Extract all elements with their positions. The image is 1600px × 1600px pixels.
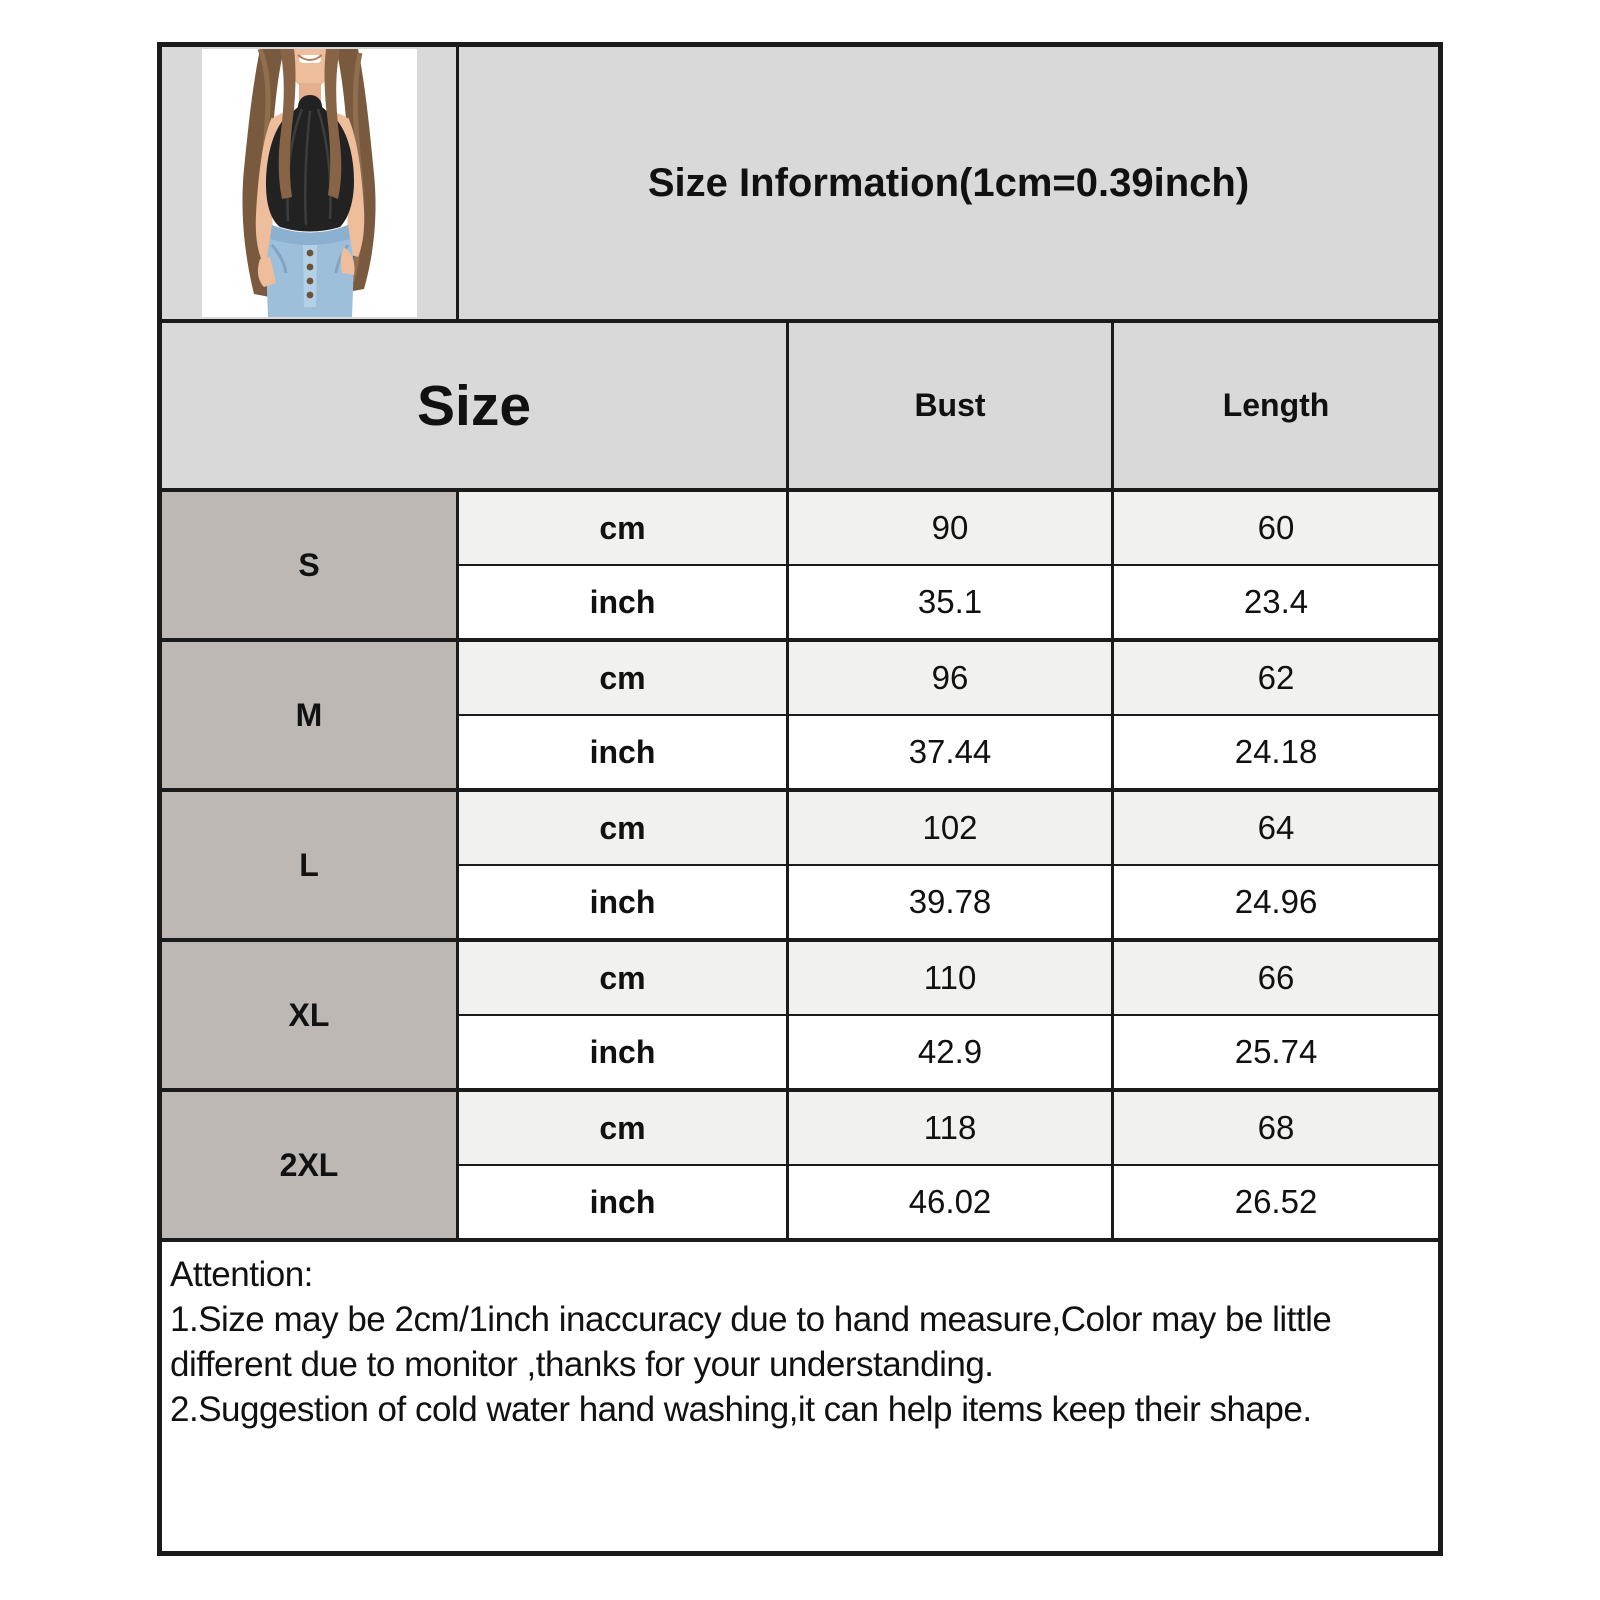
product-photo [202, 49, 417, 317]
table-row-2xl-cm [160, 1090, 1441, 1165]
unit-cell: cm [458, 940, 788, 1015]
attention-row [160, 1240, 1441, 1554]
attention-note-1: 1.Size may be 2cm/1inch inaccuracy due to hand measure,Color may be little different due to monitor ,thanks for your understanding. [170, 1300, 1332, 1384]
length-value: 66 [1113, 940, 1441, 1015]
length-value: 68 [1113, 1090, 1441, 1165]
length-value: 62 [1113, 640, 1441, 715]
length-value: 64 [1113, 790, 1441, 865]
product-photo-cell [160, 45, 458, 322]
length-column-header: Length [1113, 321, 1441, 490]
bust-value: 46.02 [788, 1165, 1113, 1240]
column-header-row [160, 321, 1441, 490]
unit-cell: inch [458, 715, 788, 790]
unit-cell: cm [458, 790, 788, 865]
unit-cell: cm [458, 490, 788, 565]
size-information-title: Size Information(1cm=0.39inch) [458, 45, 1441, 322]
length-value: 24.18 [1113, 715, 1441, 790]
bust-value: 118 [788, 1090, 1113, 1165]
title-row [160, 45, 1441, 322]
length-value: 60 [1113, 490, 1441, 565]
bust-value: 39.78 [788, 865, 1113, 940]
table-row-m-cm [160, 640, 1441, 715]
table-row-xl-cm [160, 940, 1441, 1015]
bust-value: 102 [788, 790, 1113, 865]
bust-value: 110 [788, 940, 1113, 1015]
length-value: 24.96 [1113, 865, 1441, 940]
bust-value: 35.1 [788, 565, 1113, 640]
unit-cell: cm [458, 1090, 788, 1165]
attention-note [160, 1240, 1441, 1554]
bust-value: 90 [788, 490, 1113, 565]
bust-value: 42.9 [788, 1015, 1113, 1090]
length-value: 23.4 [1113, 565, 1441, 640]
unit-cell: inch [458, 565, 788, 640]
attention-note-2: 2.Suggestion of cold water hand washing,it can help items keep their shape. [170, 1390, 1312, 1429]
table-row-s-cm [160, 490, 1441, 565]
size-label-xl: XL [160, 940, 458, 1090]
size-chart-table [157, 42, 1443, 1556]
table-row-l-cm [160, 790, 1441, 865]
size-label-2xl: 2XL [160, 1090, 458, 1240]
size-column-header: Size [160, 321, 788, 490]
unit-cell: inch [458, 865, 788, 940]
attention-heading: Attention: [170, 1255, 313, 1294]
unit-cell: inch [458, 1015, 788, 1090]
unit-cell: cm [458, 640, 788, 715]
bust-column-header: Bust [788, 321, 1113, 490]
size-label-m: M [160, 640, 458, 790]
unit-cell: inch [458, 1165, 788, 1240]
length-value: 26.52 [1113, 1165, 1441, 1240]
size-label-l: L [160, 790, 458, 940]
size-label-s: S [160, 490, 458, 640]
bust-value: 37.44 [788, 715, 1113, 790]
model-illustration-image [202, 49, 417, 317]
bust-value: 96 [788, 640, 1113, 715]
length-value: 25.74 [1113, 1015, 1441, 1090]
